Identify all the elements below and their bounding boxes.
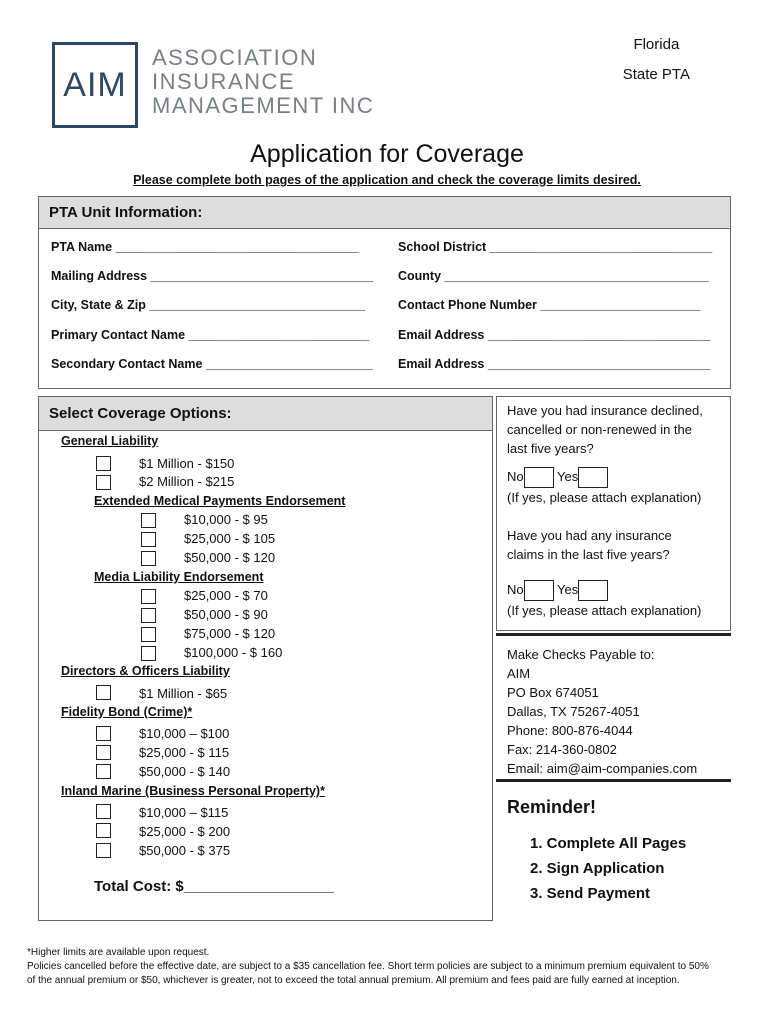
option-label: $25,000 - $ 70 — [184, 588, 268, 603]
page-title: Application for Coverage — [250, 140, 524, 168]
secondary-contact-field[interactable]: Secondary Contact Name ________________________ — [51, 357, 373, 371]
option-label: $50,000 - $ 120 — [184, 550, 276, 565]
checkbox-inland-50k[interactable] — [96, 843, 111, 858]
checkbox-fidelity-50k[interactable] — [96, 764, 111, 779]
option-label: $50,000 - $ 90 — [184, 607, 268, 622]
reminder-step: 3. Send Payment — [530, 885, 651, 902]
declined-yes-no: No Yes — [507, 467, 608, 488]
checkbox-gl-2m[interactable] — [96, 475, 111, 490]
checkbox-fidelity-25k[interactable] — [96, 745, 111, 760]
logo-wordmark: ASSOCIATION INSURANCE MANAGEMENT INC — [152, 45, 375, 118]
checkbox-em-25k[interactable] — [141, 532, 156, 547]
reminder-title: Reminder! — [507, 797, 597, 817]
pta-name-field[interactable]: PTA Name ___________________________________ — [51, 240, 359, 254]
checkbox-inland-10k[interactable] — [96, 804, 111, 819]
inland-marine-heading: Inland Marine (Business Personal Property)* — [61, 784, 325, 798]
county-field[interactable]: County ______________________________________ — [398, 269, 709, 283]
claims-explanation-note: (If yes, please attach explanation) — [507, 603, 702, 618]
option-label: $75,000 - $ 120 — [184, 626, 276, 641]
aim-logo-mark — [52, 42, 138, 128]
checkbox-dando-1m[interactable] — [96, 685, 111, 700]
claims-yes-no: No Yes — [507, 580, 608, 601]
declined-explanation-note: (If yes, please attach explanation) — [507, 490, 702, 505]
reminder-step: 1. Complete All Pages — [530, 835, 687, 852]
checkbox-media-50k[interactable] — [141, 608, 156, 623]
primary-contact-field[interactable]: Primary Contact Name __________________________ — [51, 328, 370, 342]
option-label: $2 Million - $215 — [139, 474, 235, 489]
checkbox-gl-1m[interactable] — [96, 456, 111, 471]
question-claims: Have you had any insurance claims in the last five years? — [507, 528, 672, 562]
footer-notes: *Higher limits are available upon request. Policies cancelled before the effective date, are subject to a $35 cancellation fee. Short term policies are subject to a minimum premium equivalent to 50% of the annual premium or $50, whichever is greater, not to exceed the total annual premium. All premium and fees paid are fully earned at inception. — [27, 947, 709, 986]
claims-yes-box[interactable] — [578, 580, 608, 601]
pta-unit-header: PTA Unit Information: — [39, 197, 730, 229]
checkbox-fidelity-10k[interactable] — [96, 726, 111, 741]
payment-info: Make Checks Payable to: AIM PO Box 674051 Dallas, TX 75267-4051 Phone: 800-876-4044 Fax: 214-360-0802 Email: aim@aim-companies.com — [507, 647, 698, 776]
school-district-field[interactable]: School District ________________________________ — [398, 240, 713, 254]
option-label: $10,000 – $115 — [139, 805, 229, 820]
city-state-zip-field[interactable]: City, State & Zip _______________________________ — [51, 298, 365, 312]
contact-phone-field[interactable]: Contact Phone Number _______________________ — [398, 298, 701, 312]
divider-top — [496, 633, 731, 636]
option-label: $50,000 - $ 375 — [139, 843, 231, 858]
fidelity-bond-heading: Fidelity Bond (Crime)* — [61, 705, 193, 719]
option-label: $25,000 - $ 115 — [139, 745, 230, 760]
email-address-field[interactable]: Email Address ________________________________ — [398, 328, 711, 342]
email-address-field-2[interactable]: Email Address ________________________________ — [398, 357, 711, 371]
state-pta-label: Florida State PTA — [622, 36, 690, 83]
mailing-address-field[interactable]: Mailing Address ________________________________ — [51, 269, 374, 283]
divider-bottom — [496, 779, 731, 782]
logo-mark-text: AIM — [63, 65, 127, 104]
claims-no-box[interactable] — [524, 580, 554, 601]
extended-medical-heading: Extended Medical Payments Endorsement — [94, 494, 346, 508]
checkbox-inland-25k[interactable] — [96, 823, 111, 838]
option-label: $1 Million - $150 — [139, 456, 235, 471]
page-subtitle: Please complete both pages of the application and check the coverage limits desired. — [133, 173, 641, 187]
declined-yes-box[interactable] — [578, 467, 608, 488]
reminder-step: 2. Sign Application — [530, 860, 665, 877]
total-cost-field[interactable]: Total Cost: $__________________ — [94, 878, 334, 895]
option-label: $25,000 - $ 105 — [184, 531, 276, 546]
checkbox-em-10k[interactable] — [141, 513, 156, 528]
checkbox-media-100k[interactable] — [141, 646, 156, 661]
checkbox-media-25k[interactable] — [141, 589, 156, 604]
declined-no-box[interactable] — [524, 467, 554, 488]
checkbox-em-50k[interactable] — [141, 551, 156, 566]
media-liability-heading: Media Liability Endorsement — [94, 570, 264, 584]
option-label: $10,000 – $100 — [139, 726, 230, 741]
option-label: $50,000 - $ 140 — [139, 764, 231, 779]
option-label: $25,000 - $ 200 — [139, 824, 231, 839]
option-label: $1 Million - $65 — [139, 686, 228, 701]
option-label: $10,000 - $ 95 — [184, 512, 268, 527]
directors-officers-heading: Directors & Officers Liability — [61, 664, 230, 678]
option-label: $100,000 - $ 160 — [184, 645, 283, 660]
coverage-options-header: Select Coverage Options: — [39, 397, 492, 431]
general-liability-heading: General Liability — [61, 434, 159, 448]
question-declined: Have you had insurance declined, cancelled or non-renewed in the last five years? — [507, 403, 703, 456]
checkbox-media-75k[interactable] — [141, 627, 156, 642]
